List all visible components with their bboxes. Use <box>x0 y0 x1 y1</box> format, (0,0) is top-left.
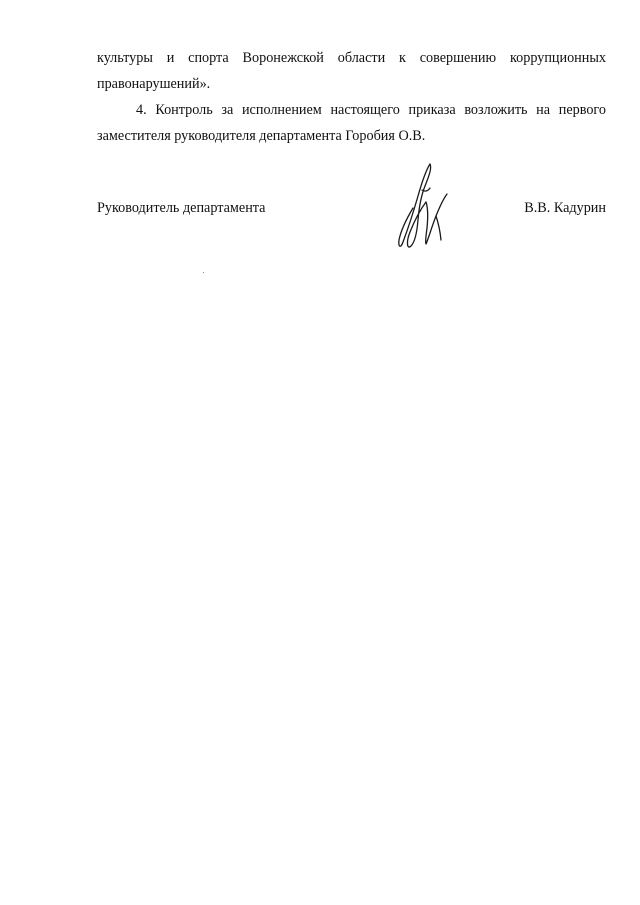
paragraph-item-4 <box>97 97 606 149</box>
signatory-name: В.В. Кадурин <box>524 200 606 216</box>
paragraph-line: 4. Контроль за исполнением настоящего приказа возложить на первого <box>136 102 606 118</box>
handwritten-signature <box>392 160 454 252</box>
scan-artifact <box>203 272 204 273</box>
signatory-title: Руководитель департамента <box>97 200 266 216</box>
paragraph-line: заместителя руководителя департамента Горобия О.В. <box>97 128 426 144</box>
paragraph-continuation <box>97 45 606 97</box>
paragraph-line: правонарушений». <box>97 76 211 92</box>
paragraph-line: культуры и спорта Воронежской области к совершению коррупционных <box>97 50 606 66</box>
